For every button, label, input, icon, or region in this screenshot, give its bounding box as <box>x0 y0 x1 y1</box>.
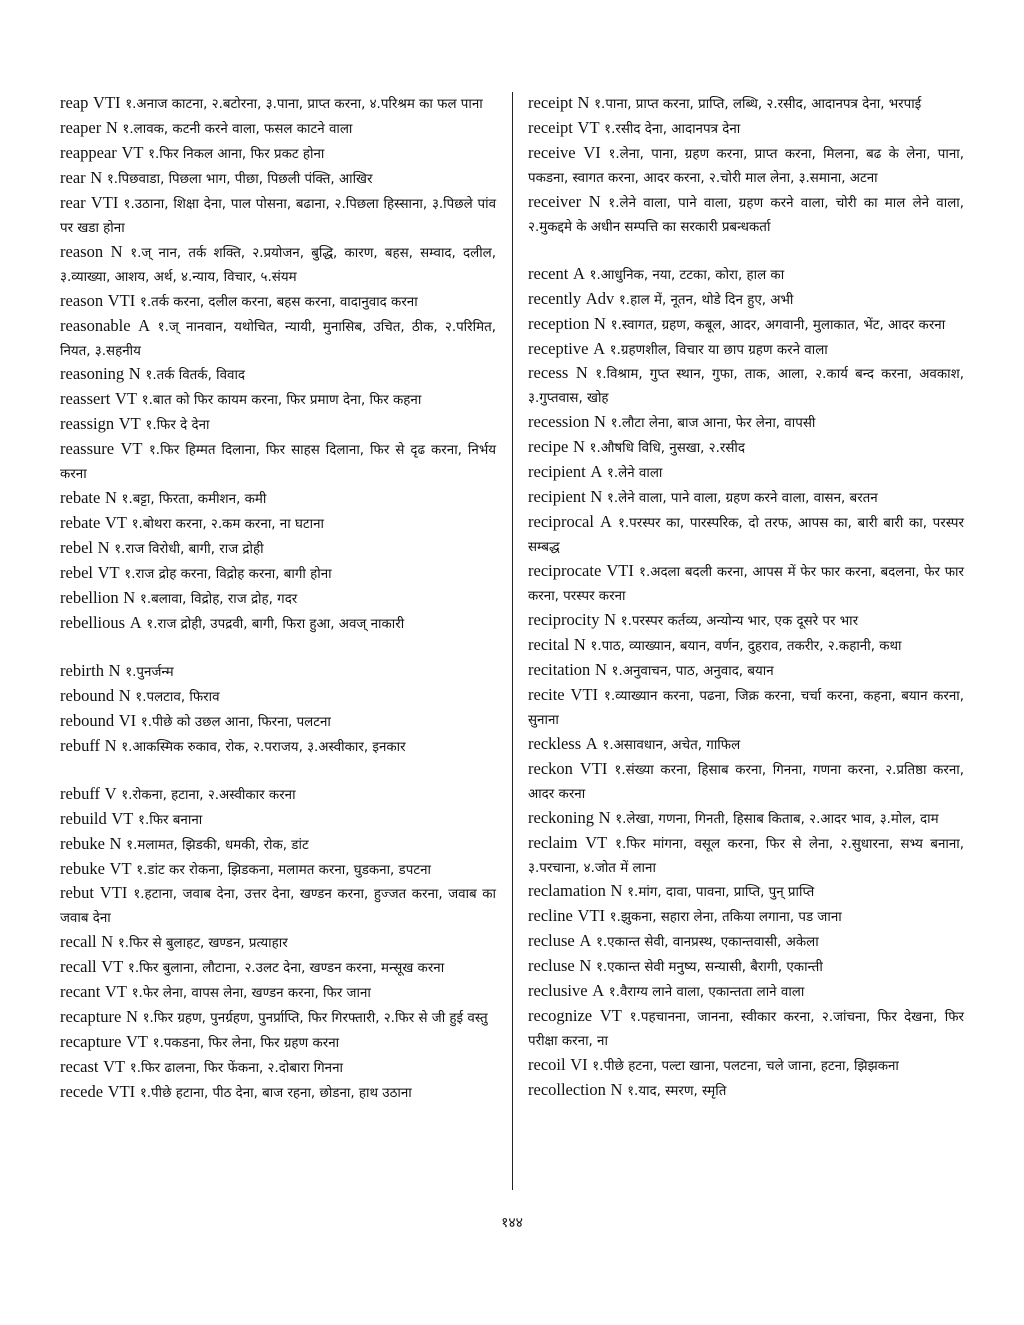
entry-part-of-speech: VT <box>115 389 138 409</box>
dictionary-entry <box>60 1006 496 1031</box>
entry-headword: recital <box>528 634 570 654</box>
dictionary-entry <box>60 783 496 808</box>
entry-headword: recall <box>60 957 97 977</box>
entry-headword: recipe <box>528 437 569 457</box>
dictionary-entry <box>60 487 496 512</box>
entry-headword: rebuke <box>60 833 105 853</box>
entry-part-of-speech: VT <box>120 439 143 459</box>
entry-part-of-speech: A <box>138 315 151 335</box>
entry-definition: १.याद, स्मरण, स्मृति <box>627 1084 727 1100</box>
dictionary-entry <box>60 117 496 142</box>
entry-definition: १.परस्पर कर्तव्य, अन्योन्य भार, एक दूसरे पर भार <box>620 614 859 629</box>
entry-definition: १.विश्राम, गुप्त स्थान, गुफा, ताक, आला, २.कार्य बन्द करना, अवकाश, ३.गुप्तवास, खोह <box>528 367 964 407</box>
entry-definition: १.फेर लेना, वापस लेना, खण्डन करना, फिर जाना <box>131 986 371 1002</box>
entry-headword: rebuff <box>60 735 101 755</box>
entry-headword: rebound <box>60 685 115 705</box>
entry-headword: reason <box>60 241 104 261</box>
entry-headword: rebel <box>60 563 93 583</box>
entry-part-of-speech: VI <box>118 710 137 730</box>
entry-part-of-speech: VT <box>599 1006 622 1026</box>
entry-headword: recollection <box>528 1080 606 1100</box>
entry-part-of-speech: VT <box>118 414 141 434</box>
dictionary-entry <box>60 537 496 562</box>
entry-part-of-speech: N <box>108 660 121 680</box>
dictionary-entry <box>528 684 964 733</box>
entry-part-of-speech: VT <box>97 563 120 583</box>
entry-definition: १.लावक, कटनी करने वाला, फसल काटने वाला <box>122 121 353 137</box>
entry-part-of-speech: N <box>590 487 603 507</box>
entry-part-of-speech: N <box>109 833 122 853</box>
entry-definition: १.पहचानना, जानना, स्वीकार करना, २.जांचना, फिर देखना, फिर परीक्षा करना, ना <box>528 1010 965 1050</box>
dictionary-entry <box>60 167 496 192</box>
entry-headword: reasoning <box>60 364 125 384</box>
entry-definition: १.तर्क वितर्क, विवाद <box>145 368 246 384</box>
entry-definition: १.लेने वाला <box>606 466 663 482</box>
entry-part-of-speech: VT <box>111 808 134 828</box>
dictionary-entry <box>528 362 964 411</box>
entry-part-of-speech: VTI <box>579 758 608 778</box>
dictionary-entry <box>528 733 964 758</box>
dictionary-entry <box>60 388 496 413</box>
entry-definition: १.पीछे हटाना, पीठ देना, बाज रहना, छोडना, हाथ उठाना <box>139 1086 412 1102</box>
dictionary-entry <box>528 980 964 1005</box>
entry-definition: १.फिर दे देना <box>145 418 210 434</box>
dictionary-entry <box>528 832 964 881</box>
entry-part-of-speech: N <box>104 488 117 508</box>
entry-headword: rebound <box>60 710 115 730</box>
entry-headword: reasonable <box>60 315 131 335</box>
entry-headword: reason <box>60 290 104 310</box>
dictionary-entry <box>60 931 496 956</box>
entry-headword: recluse <box>528 931 575 951</box>
entry-headword: receive <box>528 142 576 162</box>
entry-definition: १.पाठ, व्याख्यान, बयान, वर्णन, दुहराव, तकरीर, २.कहानी, कथा <box>590 638 902 654</box>
entry-definition: १.असावधान, अचेत, गाफिल <box>602 737 741 753</box>
entry-headword: recognize <box>528 1006 593 1026</box>
entry-definition: १.फिर ग्रहण, पुनर्ग्रहण, पुनर्प्राप्ति, फिर गिरफ्तारी, २.फिर से जी हुई वस्तु <box>142 1011 488 1027</box>
dictionary-entry <box>60 710 496 735</box>
entry-headword: reception <box>528 313 590 333</box>
entry-definition: १.पाना, प्राप्त करना, प्राप्ति, लब्धि, २.रसीद, आदानपत्र देना, भरपाई <box>594 97 922 112</box>
dictionary-entry <box>60 241 496 290</box>
entry-definition: १.फिर ढालना, फिर फेंकना, २.दोबारा गिनना <box>129 1061 344 1077</box>
entry-part-of-speech: A <box>592 981 605 1001</box>
entry-definition: १.लौटा लेना, बाज आना, फेर लेना, वापसी <box>610 416 816 432</box>
entry-part-of-speech: N <box>594 659 607 679</box>
entry-headword: recent <box>528 263 569 283</box>
entry-part-of-speech: A <box>585 733 598 753</box>
entry-definition: १.ग्रहणशील, विचार या छाप ग्रहण करने वाला <box>609 342 828 358</box>
entry-definition: १.आधुनिक, नया, टटका, कोरा, हाल का <box>589 267 785 283</box>
dictionary-entry <box>60 660 496 685</box>
entry-headword: recline <box>528 906 573 926</box>
entry-definition: १.परस्पर का, पारस्परिक, दो तरफ, आपस का, बारी बारी का, परस्पर सम्बद्ध <box>528 516 964 556</box>
entry-part-of-speech: N <box>598 807 611 827</box>
dictionary-entry <box>60 142 496 167</box>
entry-part-of-speech: N <box>579 956 592 976</box>
entry-part-of-speech: A <box>593 338 606 358</box>
dictionary-entry <box>528 411 964 436</box>
entry-definition: १.ज् नानवान, यथोचित, न्यायी, मुनासिब, उचित, ठीक, २.परिमित, नियत, ३.सहनीय <box>60 319 496 359</box>
entry-headword: reap <box>60 93 89 112</box>
dictionary-entry <box>60 562 496 587</box>
entry-headword: recess <box>528 363 569 383</box>
dictionary-entry <box>528 634 964 659</box>
entry-gap <box>60 760 496 783</box>
entry-definition: १.एकान्त सेवी मनुष्य, सन्यासी, बैरागी, एकान्ती <box>595 960 823 976</box>
entry-headword: reclusive <box>528 981 588 1001</box>
dictionary-entry <box>60 92 496 117</box>
entry-definition: १.ज् नान, तर्क शक्ति, २.प्रयोजन, बुद्धि, कारण, बहस, सम्वाद, दलील, ३.व्याख्या, आशय, अर्थ, ४.न्याय, विचार, ५.संयम <box>60 245 496 285</box>
dictionary-entry <box>528 930 964 955</box>
entry-headword: receipt <box>528 93 573 112</box>
dictionary-entry <box>528 511 964 560</box>
dictionary-entry <box>60 363 496 388</box>
entry-headword: recast <box>60 1057 99 1077</box>
entry-part-of-speech: N <box>104 735 117 755</box>
dictionary-entry <box>528 560 964 609</box>
dictionary-entry <box>528 338 964 363</box>
entry-definition: १.लेने वाला, पाने वाला, ग्रहण करने वाला, वासन, बरतन <box>606 491 878 507</box>
entry-part-of-speech: N <box>110 241 123 261</box>
entry-definition: १.लेना, पाना, ग्रहण करना, प्राप्त करना, मिलना, बढ के लेना, पाना, पकडना, स्वागत करना, आदर करना, २.चोरी माल लेना, ३.समाना, अटना <box>528 146 964 186</box>
dictionary-entry <box>528 609 964 634</box>
entry-headword: recession <box>528 412 590 432</box>
entry-part-of-speech: N <box>128 364 141 384</box>
entry-part-of-speech: N <box>573 634 586 654</box>
entry-part-of-speech: N <box>594 313 606 333</box>
entry-part-of-speech: VT <box>104 982 127 1002</box>
entry-headword: reassure <box>60 439 115 459</box>
dictionary-entry <box>528 905 964 930</box>
entry-headword: reclaim <box>528 832 578 852</box>
entry-headword: rear <box>60 167 86 187</box>
dictionary-entry <box>528 288 964 313</box>
entry-definition: १.पीछे को उछल आना, फिरना, पलटना <box>140 714 331 730</box>
entry-definition: १.हटाना, जवाब देना, उत्तर देना, खण्डन करना, हुज्जत करना, जवाब का जवाब देना <box>60 887 497 927</box>
entry-definition: १.राज द्रोह करना, विद्रोह करना, बागी होना <box>124 567 332 583</box>
dictionary-entry <box>528 1079 964 1104</box>
entry-headword: reclamation <box>528 881 606 901</box>
entry-definition: १.मांग, दावा, पावना, प्राप्ति, पुन् प्राप्ति <box>627 885 815 901</box>
dictionary-entry <box>60 438 496 487</box>
entry-part-of-speech: VT <box>104 513 127 533</box>
entry-definition: १.बट्टा, फिरता, कमीशन, कमी <box>121 492 267 508</box>
entry-definition: १.बोथरा करना, २.कम करना, ना घटाना <box>131 517 324 533</box>
dictionary-entry <box>528 807 964 832</box>
entry-part-of-speech: VTI <box>577 906 606 926</box>
entry-headword: reckon <box>528 758 573 778</box>
entry-part-of-speech: N <box>575 363 588 383</box>
entry-part-of-speech: N <box>594 412 606 432</box>
entry-part-of-speech: VTI <box>93 93 121 112</box>
left-column <box>60 92 496 1106</box>
dictionary-entry <box>60 192 496 241</box>
entry-headword: rebuff <box>60 783 101 803</box>
dictionary-entry <box>60 315 496 364</box>
dictionary-entry <box>528 142 964 191</box>
dictionary-entry <box>528 461 964 486</box>
entry-headword: reassign <box>60 414 115 434</box>
entry-part-of-speech: VI <box>583 142 601 162</box>
entry-definition: १.अनाज काटना, २.बटोरना, ३.पाना, प्राप्त करना, ४.परिश्रम का फल पाना <box>125 97 483 112</box>
entry-definition: १.वैराग्य लाने वाला, एकान्तता लाने वाला <box>608 985 805 1001</box>
dictionary-entry <box>528 659 964 684</box>
entry-definition: १.फिर निकल आना, फिर प्रकट होना <box>148 146 325 162</box>
dictionary-entry <box>60 685 496 710</box>
entry-headword: recluse <box>528 956 575 976</box>
entry-definition: १.बलावा, विद्रोह, राज द्रोह, गदर <box>139 592 298 608</box>
entry-definition: १.स्वागत, ग्रहण, कबूल, आदर, अगवानी, मुलाकात, भेंट, आदर करना <box>610 317 946 333</box>
entry-definition: १.बात को फिर कायम करना, फिर प्रमाण देना, फिर कहना <box>141 393 422 409</box>
entry-headword: reappear <box>60 142 117 162</box>
entry-part-of-speech: VTI <box>107 290 136 310</box>
dictionary-entry <box>528 1005 964 1054</box>
entry-part-of-speech: VT <box>121 142 144 162</box>
entry-headword: recitation <box>528 659 591 679</box>
dictionary-entry <box>60 956 496 981</box>
entry-part-of-speech: N <box>118 685 131 705</box>
entry-part-of-speech: N <box>588 191 601 211</box>
entry-part-of-speech: VT <box>101 957 124 977</box>
page-number: १४४ <box>501 1215 523 1231</box>
dictionary-entry <box>528 313 964 338</box>
entry-definition: १.फिर बुलाना, लौटाना, २.उलट देना, खण्डन करना, मन्सूख करना <box>127 961 445 977</box>
entry-part-of-speech: VTI <box>99 883 128 903</box>
entry-headword: rebel <box>60 538 93 558</box>
dictionary-entry <box>60 612 496 637</box>
entry-headword: recently <box>528 288 582 308</box>
entry-definition: १.अनुवाचन, पाठ, अनुवाद, बयान <box>611 663 774 679</box>
dictionary-entry <box>60 882 496 931</box>
dictionary-entry <box>60 735 496 760</box>
entry-headword: recipient <box>528 462 586 482</box>
entry-definition: १.उठाना, शिक्षा देना, पाल पोसना, बढाना, २.पिछला हिस्साना, ३.पिछले पांव पर खडा होना <box>60 196 497 236</box>
entry-headword: recall <box>60 932 97 952</box>
entry-headword: recipient <box>528 487 586 507</box>
entry-headword: reckoning <box>528 807 594 827</box>
entry-headword: reciprocate <box>528 561 602 581</box>
entry-part-of-speech: VTI <box>570 684 599 704</box>
entry-part-of-speech: N <box>610 881 623 901</box>
entry-headword: reckless <box>528 733 582 753</box>
entry-headword: rebate <box>60 513 101 533</box>
column-divider <box>512 92 513 1190</box>
entry-part-of-speech: VT <box>126 1032 149 1052</box>
entry-definition: १.फिर से बुलाहट, खण्डन, प्रत्याहार <box>117 936 288 952</box>
entry-headword: rebirth <box>60 660 104 680</box>
entry-headword: recapture <box>60 1007 122 1027</box>
entry-headword: reaper <box>60 117 102 137</box>
dictionary-entry <box>528 1054 964 1079</box>
entry-definition: १.एकान्त सेवी, वानप्रस्थ, एकान्तवासी, अकेला <box>595 935 819 951</box>
entry-definition: १.रसीद देना, आदानपत्र देना <box>604 121 741 137</box>
entry-definition: १.रोकना, हटाना, २.अस्वीकार करना <box>121 787 296 803</box>
entry-definition: १.संख्या करना, हिसाब करना, गिनना, गणना करना, २.प्रतिष्ठा करना, आदर करना <box>528 762 965 802</box>
dictionary-entry <box>60 808 496 833</box>
dictionary-entry <box>528 486 964 511</box>
entry-definition: १.राज विरोधी, बागी, राज द्रोही <box>114 542 264 558</box>
entry-part-of-speech: A <box>590 462 603 482</box>
entry-gap <box>60 637 496 660</box>
entry-definition: १.मलामत, झिडकी, धमकी, रोक, डांट <box>126 837 309 853</box>
entry-part-of-speech: N <box>572 437 585 457</box>
entry-part-of-speech: N <box>577 93 590 112</box>
entry-part-of-speech: N <box>604 610 617 629</box>
entry-headword: rear <box>60 192 86 212</box>
dictionary-entry <box>528 955 964 980</box>
dictionary-entry <box>528 436 964 461</box>
entry-definition: १.अदला बदली करना, आपस में फेर फार करना, बदलना, फेर फार करना, परस्पर करना <box>528 565 964 605</box>
dictionary-entry <box>528 191 964 240</box>
entry-part-of-speech: Adv <box>585 288 615 308</box>
dictionary-entry <box>60 1056 496 1081</box>
entry-definition: १.फिर बनाना <box>138 812 203 828</box>
dictionary-entry <box>528 880 964 905</box>
entry-part-of-speech: VT <box>109 858 132 878</box>
entry-definition: १.पकडना, फिर लेना, फिर ग्रहण करना <box>152 1036 340 1052</box>
entry-part-of-speech: VT <box>585 832 608 852</box>
entry-headword: receiver <box>528 191 582 211</box>
entry-headword: reciprocity <box>528 610 600 629</box>
entry-headword: reassert <box>60 389 111 409</box>
dictionary-entry <box>60 413 496 438</box>
entry-definition: १.झुकना, सहारा लेना, तकिया लगाना, पड जाना <box>609 910 842 926</box>
right-column <box>528 92 964 1104</box>
entry-headword: recapture <box>60 1032 122 1052</box>
entry-part-of-speech: N <box>610 1080 623 1100</box>
dictionary-entry <box>528 92 964 117</box>
entry-headword: rebellious <box>60 613 126 633</box>
entry-headword: receipt <box>528 117 573 137</box>
dictionary-entry <box>60 1031 496 1056</box>
entry-headword: rebut <box>60 883 94 903</box>
entry-definition: १.तर्क करना, दलील करना, बहस करना, वादानुवाद करना <box>139 294 418 310</box>
entry-definition: १.आकस्मिक रुकाव, रोक, २.पराजय, ३.अस्वीकार, इनकार <box>121 739 406 755</box>
entry-definition: १.लेखा, गणना, गिनती, हिसाब किताब, २.आदर भाव, ३.मोल, दाम <box>615 811 939 827</box>
entry-headword: rebellion <box>60 588 119 608</box>
entry-part-of-speech: N <box>126 1007 138 1027</box>
dictionary-entry <box>528 758 964 807</box>
entry-part-of-speech: N <box>97 538 110 558</box>
dictionary-entry <box>60 833 496 858</box>
entry-headword: rebuke <box>60 858 105 878</box>
dictionary-entry <box>528 117 964 142</box>
entry-definition: १.फिर हिम्मत दिलाना, फिर साहस दिलाना, फिर से दृढ करना, निर्भय करना <box>60 443 497 483</box>
entry-part-of-speech: VTI <box>90 192 119 212</box>
entry-gap <box>528 240 964 263</box>
entry-definition: १.फिर मांगना, वसूल करना, फिर से लेना, २.सुधारना, सभ्य बनाना, ३.परचाना, ४.जोत में लाना <box>528 836 965 876</box>
entry-definition: १.राज द्रोही, उपद्रवी, बागी, फिरा हुआ, अवज् नाकारी <box>146 617 405 633</box>
entry-headword: recede <box>60 1082 104 1102</box>
entry-definition: १.व्याख्यान करना, पढना, जिक्र करना, चर्चा करना, कहना, बयान करना, सुनाना <box>528 688 964 728</box>
entry-definition: १.हाल में, नूतन, थोडे दिन हुए, अभी <box>618 292 794 308</box>
entry-definition: १.औषधि विधि, नुसखा, २.रसीद <box>589 441 746 457</box>
entry-definition: १.पुनर्जन्म <box>125 664 174 680</box>
dictionary-entry <box>60 587 496 612</box>
entry-part-of-speech: A <box>579 931 592 951</box>
entry-headword: recoil <box>528 1055 566 1075</box>
entry-definition: १.पीछे हटना, पल्टा खाना, पलटना, चले जाना, हटना, झिझकना <box>592 1059 899 1075</box>
entry-headword: receptive <box>528 338 589 358</box>
entry-headword: recant <box>60 982 101 1002</box>
entry-part-of-speech: N <box>101 932 114 952</box>
entry-part-of-speech: VT <box>103 1057 126 1077</box>
entry-part-of-speech: V <box>104 783 117 803</box>
dictionary-entry <box>60 512 496 537</box>
dictionary-entry <box>60 1081 496 1106</box>
entry-part-of-speech: VTI <box>606 561 634 581</box>
dictionary-entry <box>60 981 496 1006</box>
entry-part-of-speech: N <box>123 588 136 608</box>
entry-part-of-speech: A <box>599 512 612 532</box>
entry-headword: rebuild <box>60 808 107 828</box>
entry-definition: १.डांट कर रोकना, झिडकना, मलामत करना, घुडकना, डपटना <box>136 862 431 878</box>
dictionary-entry <box>60 858 496 883</box>
dictionary-entry <box>60 290 496 315</box>
entry-definition: १.लेने वाला, पाने वाला, ग्रहण करने वाला, चोरी का माल लेने वाला, २.मुकद्दमे के अधीन सम्पत्ति का सरकारी प्रबन्धकर्ता <box>528 195 965 235</box>
entry-part-of-speech: A <box>129 613 142 633</box>
entry-part-of-speech: N <box>90 167 103 187</box>
entry-part-of-speech: VTI <box>107 1082 136 1102</box>
entry-part-of-speech: VT <box>577 117 600 137</box>
entry-part-of-speech: N <box>105 117 118 137</box>
entry-definition: १.पिछवाडा, पिछला भाग, पीछा, पिछली पंक्ति, आखिर <box>106 171 373 187</box>
entry-headword: rebate <box>60 488 101 508</box>
entry-part-of-speech: A <box>572 263 585 283</box>
entry-definition: १.पलटाव, फिराव <box>135 689 220 705</box>
entry-headword: recite <box>528 684 565 704</box>
dictionary-entry <box>528 263 964 288</box>
entry-part-of-speech: VI <box>570 1055 588 1075</box>
entry-headword: reciprocal <box>528 512 594 532</box>
